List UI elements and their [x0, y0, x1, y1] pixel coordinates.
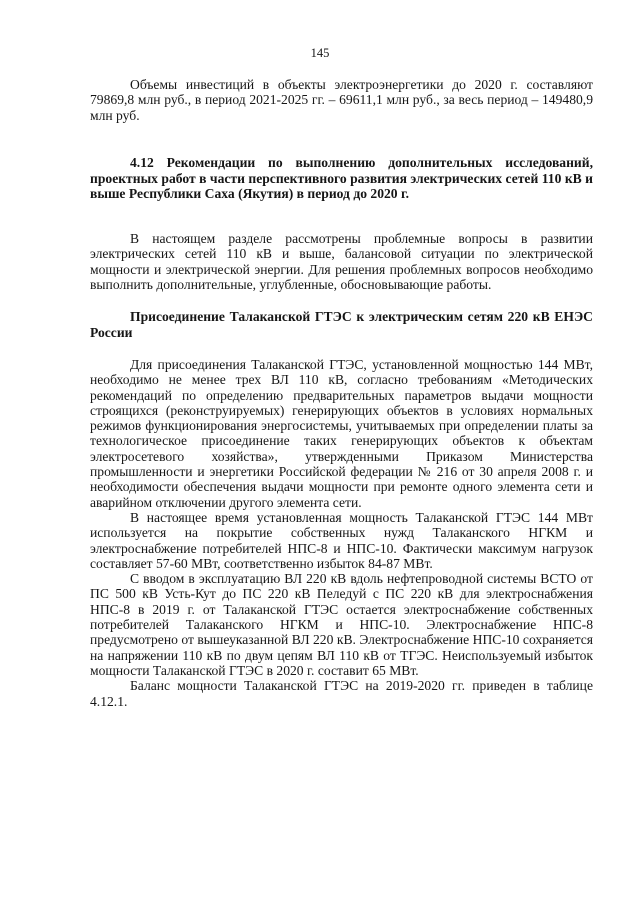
intro-paragraph-block: [90, 77, 593, 123]
body-paragraph-1: Для присоединения Талаканской ГТЭС, установленной мощностью 144 МВт, необходимо не менее трех ВЛ 110 кВ, согласно требованиям «Методических рекомендаций по определению предварительных параметров выдачи мощности строящихся (реконструируемых) генерирующих объектов в условиях нормальных режимов функционирования энергосистемы, учитываемых при определении платы за технологическое присоединение таких генерирующих объектов к объектам электросетевого хозяйства», утвержденными Приказом Министерства промышленности и энергетики Российской федерации № 216 от 30 апреля 2008 г. и необходимости обеспечения выдачи мощности при ремонте одного элемента сети и аварийном отключении другого элемента сети.: [90, 357, 593, 510]
section-heading-block: [90, 155, 593, 202]
section-heading: 4.12 Рекомендации по выполнению дополнительных исследований, проектных работ в части перспективного развития электрических сетей 110 кВ и выше Республики Саха (Якутия) в период до 2020 г.: [90, 155, 593, 202]
page-number: 145: [310, 46, 330, 60]
body-paragraph-2: В настоящее время установленная мощность Талаканской ГТЭС 144 МВт используется на покрытие собственных нужд Талаканского НГКМ и электроснабжение потребителей НПС-8 и НПС-10. Фактически максимум нагрузок составляет 57-60 МВт, соответственно избыток 84-87 МВт.: [90, 509, 593, 571]
body-paragraph-3: С вводом в эксплуатацию ВЛ 220 кВ вдоль нефтепроводной системы ВСТО от ПС 500 кВ Усть-Кут до ПС 220 кВ Пеледуй с ПС 220 кВ для электроснабжения НПС-8 в 2019 г. от Талаканской ГТЭС остается электроснабжение собственных потребителей Талаканского НГКМ и НПС-10. Электроснабжение НПС-8 предусмотрено от вышеуказанной ВЛ 220 кВ. Электроснабжение НПС-10 сохраняется на напряжении 110 кВ по двум цепям ВЛ 110 кВ от ТГЭС. Неиспользуемый избыток мощности Талаканской ГТЭС в 2020 г. составит 65 МВт.: [90, 571, 593, 678]
intro-paragraph: Объемы инвестиций в объекты электроэнергетики до 2020 г. составляют 79869,8 млн руб., в период 2021-2025 гг. – 69611,1 млн руб., за весь период – 149480,9 млн руб.: [90, 77, 593, 123]
subsection-heading-block: [90, 309, 593, 340]
section-intro-block: [90, 231, 593, 292]
subsection-body: [90, 357, 593, 709]
section-intro-paragraph: В настоящем разделе рассмотрены проблемные вопросы в развитии электрических сетей 110 кВ и выше, балансовой ситуации по электрической мощности и электрической энергии. Для решения проблемных вопросов необходимо выполнить дополнительные, углубленные, обосновывающие работы.: [90, 231, 593, 292]
body-paragraph-4: Баланс мощности Талаканской ГТЭС на 2019-2020 гг. приведен в таблице 4.12.1.: [90, 678, 593, 709]
subsection-heading: Присоединение Талаканской ГТЭС к электрическим сетям 220 кВ ЕНЭС России: [90, 309, 593, 340]
